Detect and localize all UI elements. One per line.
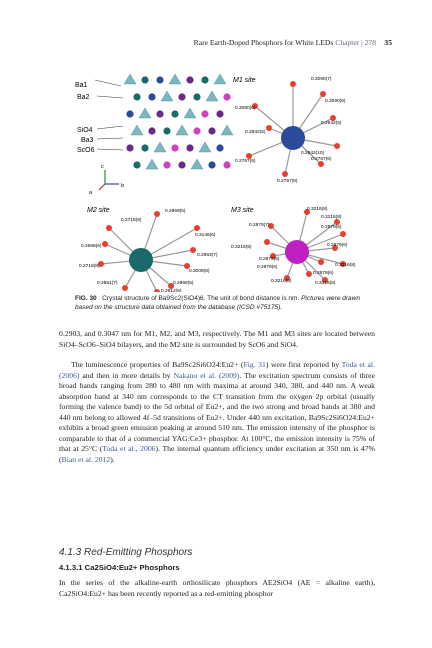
- m2-site-panel: [79, 207, 218, 292]
- bond-distance-label: 0.3009(8): [189, 269, 210, 274]
- atom: [133, 93, 140, 100]
- figure-30: [75, 66, 375, 292]
- oxygen-atom: [320, 91, 326, 97]
- bond-distance-label: 0.3216(8): [307, 207, 328, 212]
- bond-distance-label: 0.2581(7): [97, 281, 118, 286]
- oxygen-atom: [334, 143, 340, 149]
- fig-31-link[interactable]: Fig. 31: [243, 360, 266, 369]
- oxygen-atom: [306, 271, 312, 277]
- bond-distance-label: 0.2879(6): [327, 243, 348, 248]
- atom: [208, 127, 215, 134]
- label-sco6: ScO6: [77, 147, 95, 154]
- atom: [171, 110, 178, 117]
- oxygen-atom: [340, 231, 346, 237]
- bond-distance-label: 0.2879(7): [249, 223, 270, 228]
- atom: [126, 110, 133, 117]
- atom: [141, 76, 148, 83]
- atom: [186, 76, 193, 83]
- oxygen-atom: [106, 225, 112, 231]
- caption-italic: Pictures were drawn based on the structure data obtained from the database (ICSD #75175).: [75, 295, 360, 311]
- bond-distance-label: 0.2968(5): [173, 281, 194, 286]
- oxygen-atom: [102, 241, 108, 247]
- paragraph-2: The luminescence properties of Ba9Sc2Si6O24:Eu2+ (Fig. 31) were first reported by Toda et al. (2006) and then in more details by Nakano et al. (2009). The excitation spectrum consists of three broad bands ranging from 280 to 480 nm with maxima at around 340, 380, and 440 nm. A weak absorption band at 340 nm corresponds to the CT transition from the oxygen 2p orbital (usually forming the valence band) to the 5d orbital of Eu2+, and the two strong and broad bands at 380 and 440 nm belong to allowed 4f–5d transitions of Eu2+. Under 440 nm excitation, Ba9Sc2Si6O24:Eu2+ exhibits a broad green emission peaking at around 510 nm. The emission intensity of the phosphor is comparable to that of a commercial YAG:Ce3+ phosphor. At 100°C, the emission intensity is 75% of that at 25°C (Toda et al., 2006). The internal quantum efficiency under excitation at 350 nm is 47% (Bian et al. 2012).: [59, 360, 376, 464]
- axis-c: c: [101, 164, 104, 170]
- bond-distance-label: 0.3146(6): [195, 233, 216, 238]
- atom: [178, 93, 185, 100]
- metal-atom: [285, 240, 309, 264]
- crystal-structure-panel: [75, 72, 235, 196]
- atom: [201, 76, 208, 83]
- running-header: [0, 38, 432, 52]
- bond-distance-label: 0.3216(8): [321, 215, 342, 220]
- bond-distance-label: 0.2963(7): [197, 253, 218, 258]
- oxygen-atom: [122, 285, 128, 291]
- figure-caption: [75, 294, 375, 312]
- paragraph-1: 0.2903, and 0.3047 nm for M1, M2, and M3, respectively. The M1 and M3 sites are located between SiO4–ScO6–SiO4 bilayers, and the M2 site is surrounded by ScO6 and SiO4.: [59, 329, 375, 349]
- label-sio4: SiO4: [77, 127, 93, 134]
- atom: [223, 161, 230, 168]
- bond-distance-label: 0.2879(6): [257, 265, 278, 270]
- section-heading-4-1-3-1: 4.1.3.1 Ca2SiO4:Eu2+ Phosphors: [59, 563, 180, 572]
- atom: [133, 161, 140, 168]
- oxygen-atom: [318, 259, 324, 265]
- atom: [156, 110, 163, 117]
- header-title: Rare Earth-Doped Phosphors for White LEDs Chapter | 278: [193, 38, 376, 47]
- axis-a: a: [89, 190, 93, 196]
- atom: [223, 93, 230, 100]
- bond-distance-label: 0.3216(8): [315, 281, 336, 286]
- m2-title: M2 site: [87, 207, 110, 214]
- atom: [193, 127, 200, 134]
- axis-b: b: [121, 183, 125, 189]
- atom: [186, 144, 193, 151]
- bond-distance-label: 0.2767(6): [311, 157, 332, 162]
- metal-atom: [281, 126, 305, 150]
- label-ba2: Ba2: [77, 94, 90, 101]
- oxygen-atom: [154, 211, 160, 217]
- caption-label: FIG. 30: [75, 295, 97, 302]
- atom: [148, 93, 155, 100]
- atom: [126, 144, 133, 151]
- oxygen-atom: [290, 81, 296, 87]
- atom: [216, 144, 223, 151]
- oxygen-atom: [264, 239, 270, 245]
- oxygen-atom: [194, 225, 200, 231]
- bond-distance-label: 0.2767(6): [235, 159, 256, 164]
- atom: [148, 127, 155, 134]
- oxygen-atom: [282, 171, 288, 177]
- m1-site-panel: [233, 76, 346, 184]
- bond-distance-label: 0.3090(7): [311, 77, 332, 82]
- oxygen-atom: [266, 125, 272, 131]
- bond-distance-label: 0.2668(6): [81, 244, 102, 249]
- bond-distance-label: 0.2969(5): [165, 209, 186, 214]
- ref-nakano-2009[interactable]: Nakano et al. (2009): [173, 370, 240, 380]
- ref-toda-2006-b[interactable]: Toda et al., 2006: [102, 444, 156, 453]
- atom: [201, 110, 208, 117]
- bond-distance-label: 0.2842(10): [301, 151, 325, 156]
- label-ba3: Ba3: [81, 137, 94, 144]
- oxygen-atom: [190, 247, 196, 253]
- bond-distance-label: 0.3090(6): [235, 106, 256, 111]
- atom: [216, 110, 223, 117]
- ref-bian-2012[interactable]: Bian et al. 2012: [61, 454, 111, 464]
- m3-site-panel: [231, 206, 356, 286]
- atom: [163, 161, 170, 168]
- atom: [156, 76, 163, 83]
- m3-title: M3 site: [231, 207, 254, 214]
- page-number: 35: [384, 38, 392, 47]
- atom: [163, 127, 170, 134]
- bond-distance-label: 0.2767(6): [277, 179, 298, 184]
- bond-distance-label: 0.2879(6): [313, 271, 334, 276]
- label-ba1: Ba1: [75, 82, 88, 89]
- atom: [208, 161, 215, 168]
- bond-distance-label: 0.3216(8): [335, 263, 356, 268]
- metal-atom: [129, 248, 153, 272]
- oxygen-atom: [154, 289, 160, 292]
- bond-distance-label: 0.2912(5): [161, 289, 182, 292]
- caption-text: Crystal structure of Ba9Sc2(SiO4)6. The unit of bond distance is nm.: [102, 295, 300, 302]
- atom: [171, 144, 178, 151]
- atom: [193, 93, 200, 100]
- atom: [178, 161, 185, 168]
- ref-toda-2006[interactable]: Toda et al. (2006): [59, 360, 375, 380]
- bond-distance-label: 0.2842(5): [321, 121, 342, 126]
- m1-title: M1 site: [233, 77, 256, 84]
- bond-distance-label: 0.3216(8): [271, 279, 292, 284]
- bond-distance-label: 0.3216(8): [231, 245, 252, 250]
- bond-distance-label: 0.2879(6): [259, 257, 280, 262]
- bond-distance-label: 0.2718(8): [79, 264, 100, 269]
- bond-distance-label: 0.2718(8): [121, 218, 142, 223]
- atom: [141, 144, 148, 151]
- paragraph-3: In the series of the alkaline-earth orthosilicate phosphors AE2SiO4 (AE = alkaline earth), Ca2SiO4:Eu2+ has been recently reported as a red-emitting phosphor: [59, 578, 375, 598]
- bond-distance-label: 0.2842(5): [245, 130, 266, 135]
- bond-distance-label: 0.3090(6): [325, 99, 346, 104]
- section-heading-4-1-3: 4.1.3 Red-Emitting Phosphors: [59, 547, 193, 558]
- bond-distance-label: 0.2879(6): [321, 225, 342, 230]
